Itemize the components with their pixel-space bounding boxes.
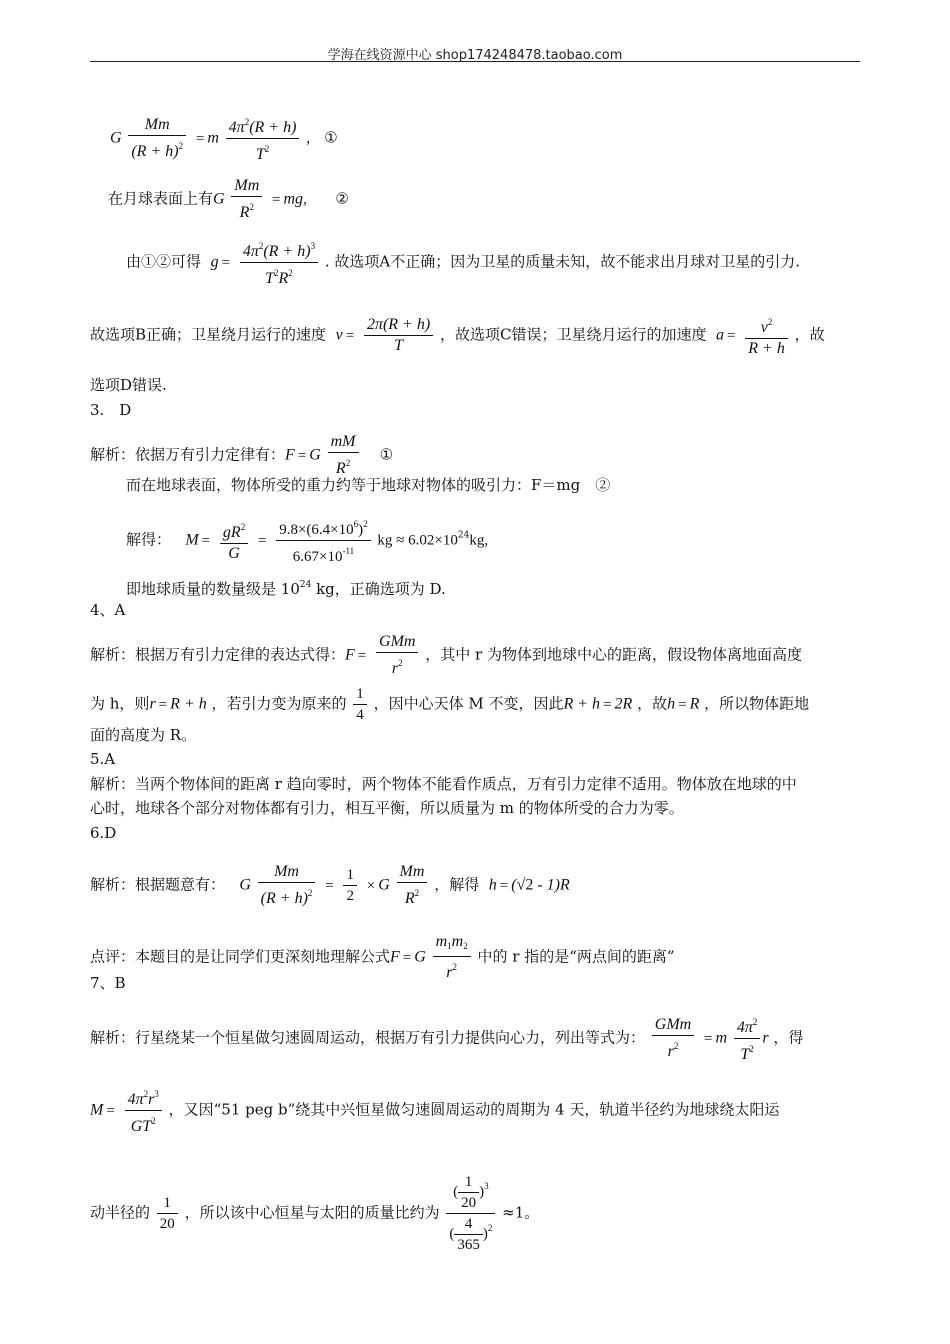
q3-denominator: 6.67×10: [292, 549, 343, 565]
q3-solve-intro: 解得：: [126, 530, 172, 549]
q6-equation: 解析：根据题意有： G $\frac{Mm}{(R + h)^2}$ = $\frac{1}{2}$ × G $\frac{Mm}{R^2}$ ，解得 h = (√2 - 1)R: [90, 863, 570, 907]
q4-line2-b: ，若引力变为原来的: [211, 694, 347, 713]
q7-line1-post: ，得: [773, 1028, 804, 1047]
q6-comment-post: 中的 r 指的是“两点间的距离”: [477, 947, 675, 966]
line-d: 选项D错误.: [90, 376, 167, 394]
q3-solution: 解得： M = $\frac{gR^2}{G}$ = $\frac{9.8\times(6.4\times 10^6)^2}{6.67\times 10^{-11}}$ kg ≈ $6.02\times 10^{24}kg$,: [126, 514, 488, 567]
surface-intro: 在月球表面上有: [108, 189, 214, 208]
header-divider: [90, 61, 860, 62]
q3-result-unit: kg: [469, 532, 485, 549]
line-b-3: ，故: [794, 325, 825, 344]
q7-line3-mid: ，所以该中心恒星与太阳的质量比约为: [184, 1203, 440, 1222]
q4-line2-c: ，因中心天体 M 不变，因此: [373, 694, 564, 713]
q4-line2-d: ，故: [637, 694, 668, 713]
q3-conclusion: 即地球质量的数量级是 $10^{24}$ kg，正确选项为 D.: [126, 580, 446, 598]
q6-answer: 6.D: [90, 824, 117, 842]
equation-2-mark: ②: [335, 189, 349, 208]
q4-line2-e: ，所以物体距地: [704, 694, 810, 713]
velocity-acceleration-line: 故选项B正确；卫星绕月运行的速度 v = $\frac{2\pi(R + h)}{T}$ ，故选项C错误；卫星绕月运行的加速度 a = $\frac{v^2}{R + h}$ ，故: [90, 312, 825, 359]
q7-line-1: 解析：行星绕某一个恒星做匀速圆周运动，根据万有引力提供向心力，列出等式为： $\frac{\text{GMm}}{r^2}$ = m $\frac{4\pi^2}{T^2}$ r ，得: [90, 1012, 803, 1065]
equation-1-mark: ①: [324, 128, 338, 147]
equation-1: G $\frac{Mm}{(R + h)^2}$ = m $\frac{4\pi^2(R + h)}{T^2}$ , ①: [110, 112, 338, 165]
gravity-derivation: 由①②可得 g = $\frac{4\pi^2(R + h)^3}{T^2R^2}$ . 故选项A不正确；因为卫星的质量未知，故不能求出月球对卫星的引力.: [126, 236, 800, 289]
q6-comment-pre: 点评：本题目的是让同学们更深刻地理解公式: [90, 947, 391, 966]
q5-line-2: 心时，地球各个部分对物体都有引力，相互平衡，所以质量为 m 的物体所受的合力为零。: [90, 799, 684, 817]
q7-answer: 7、B: [90, 974, 126, 992]
q4-line-1: 解析：根据万有引力定律的表达式得：F = $\frac{\text{GMm}}{r^2}$ ，其中 r 为物体到地球中心的距离，假设物体离地面高度: [90, 633, 802, 677]
q7-line1-pre: 解析：行星绕某一个恒星做匀速圆周运动，根据万有引力提供向心力，列出等式为：: [90, 1028, 646, 1047]
q3-conclusion-post: kg，正确选项为 D.: [311, 580, 446, 598]
q4-line2-a: 为 h，则: [90, 694, 150, 713]
q5-line-1: 解析：当两个物体间的距离 r 趋向零时，两个物体不能看作质点，万有引力定律不适用。物体放在地球的中: [90, 775, 797, 793]
conclusion-a: . 故选项A不正确；因为卫星的质量未知，故不能求出月球对卫星的引力.: [324, 252, 800, 271]
q6-comment: 点评：本题目的是让同学们更深刻地理解公式F = G $\frac{m_1m_2}{r^2}$ 中的 r 指的是“两点间的距离”: [90, 933, 675, 981]
q7-line3-post: ≈1。: [502, 1203, 540, 1222]
q3-answer: 3. D: [90, 401, 132, 419]
line-b-2: ，故选项C错误；卫星绕月运行的加速度: [439, 325, 707, 344]
q7-line3-pre: 动半径的: [90, 1203, 151, 1222]
q6-intro: 解析：根据题意有：: [90, 875, 226, 894]
q5-answer: 5.A: [90, 750, 116, 768]
q3-analysis-intro: 解析：依据万有引力定律有：: [90, 445, 286, 464]
q3-numerator: 9.8×(6.4×10: [279, 522, 354, 538]
q7-line-3: 动半径的 $\frac{1}{20}$ ，所以该中心恒星与太阳的质量比约为 ( $\frac{1}{20}$ )$^3$ ( $\frac{4}{365}$ )$^2$ ≈1。: [90, 1174, 540, 1253]
q3-eq1-mark: ①: [379, 445, 394, 464]
q3-conclusion-pre: 即地球质量的数量级是 10: [126, 580, 300, 598]
q7-line2-post: ，又因“51 peg b”绕其中兴恒星做匀速圆周运动的周期为 4 天，轨道半径约为地球绕太阳运: [168, 1100, 780, 1119]
page-header: 学海在线资源中心 shop174248478.taobao.com: [327, 48, 623, 63]
equation-2: 在月球表面上有G $\frac{Mm}{R^2}$ = mg, ②: [108, 177, 349, 221]
q4-answer: 4、A: [90, 601, 126, 619]
q4-line1-post: ，其中 r 为物体到地球中心的距离，假设物体离地面高度: [425, 645, 802, 664]
q4-line-3: 面的高度为 R。: [90, 726, 197, 744]
q4-line-2: 为 h，则r = R + h ，若引力变为原来的 $\frac{1}{4}$ ，因中心天体 M 不变，因此R + h = 2R ，故h = R ，所以物体距地: [90, 686, 810, 723]
derive-intro: 由①②可得: [126, 252, 202, 271]
q3-surface-text: 而在地球表面，物体所受的重力约等于地球对物体的吸引力：F＝mg ②: [126, 476, 611, 494]
line-b-1: 故选项B正确；卫星绕月运行的速度: [90, 325, 327, 344]
q4-line1-pre: 解析：根据万有引力定律的表达式得：: [90, 645, 346, 664]
q7-line-2: M = $\frac{4\pi^2r^3}{GT^2}$ ，又因“51 peg b”绕其中兴恒星做匀速圆周运动的周期为 4 天，轨道半径约为地球绕太阳运: [90, 1084, 779, 1137]
q3-gravity-law: 解析：依据万有引力定律有：F = G $\frac{mM}{R^2}$ ①: [90, 433, 394, 477]
q6-solve: ，解得: [434, 875, 480, 894]
q3-result: kg ≈ 6.02×10: [377, 532, 458, 549]
